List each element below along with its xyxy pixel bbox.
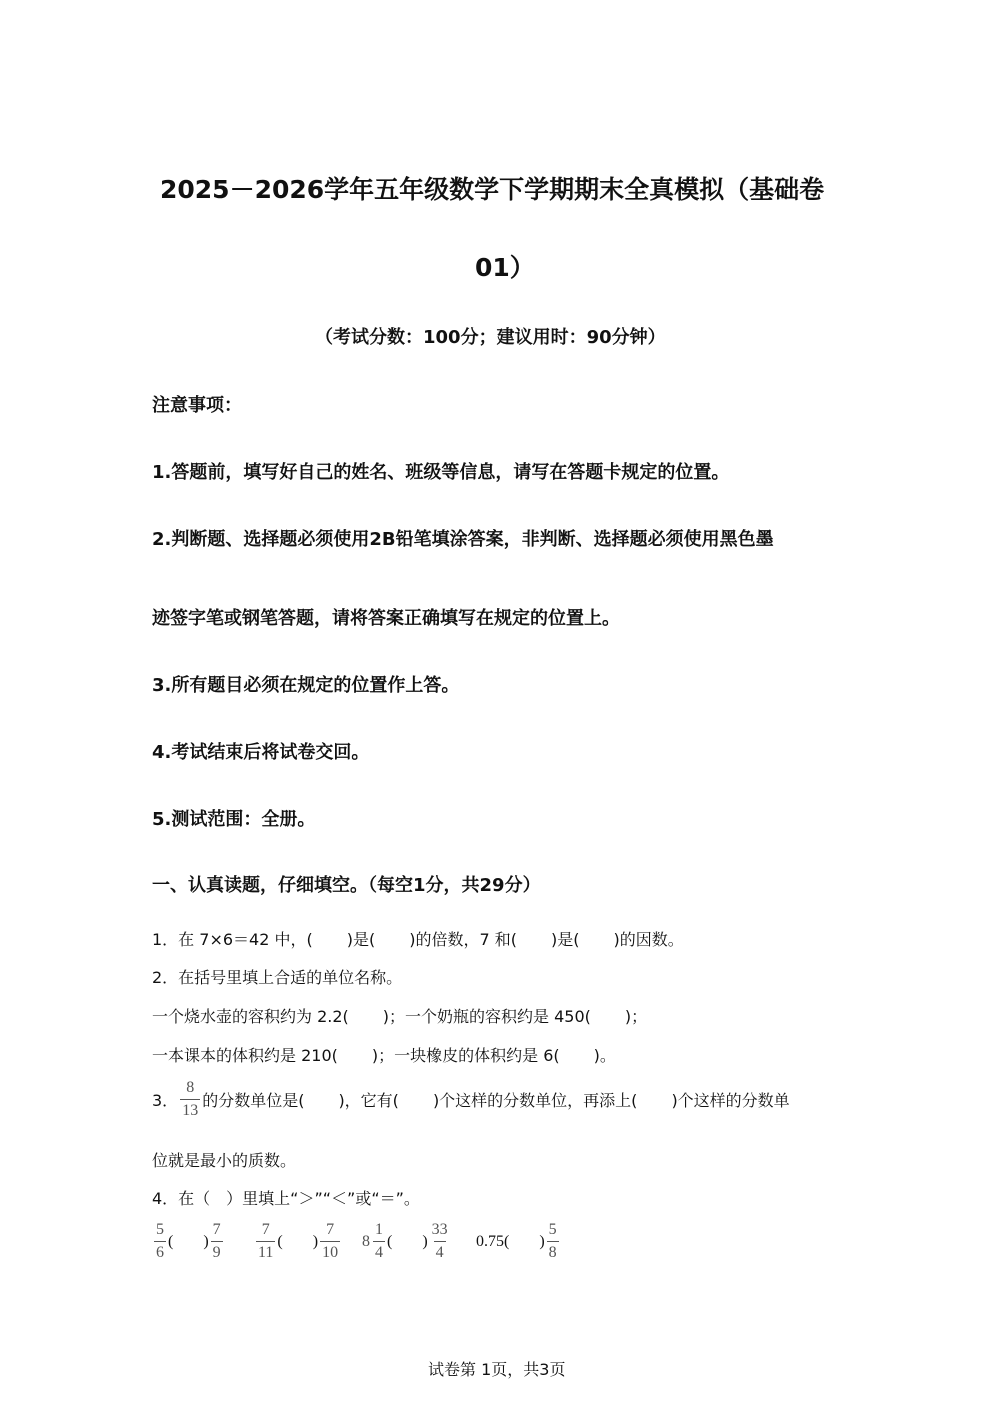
question-3-line2: 位就是最小的质数。 (152, 1151, 297, 1170)
page-title-line1: 2025－2026学年五年级数学下学期期末全真模拟（基础卷 (160, 175, 825, 204)
question-1: 1．在 7×6＝42 中，( )是( )的倍数，7 和( )是( )的因数。 (152, 930, 684, 949)
notice-heading: 注意事项： (152, 395, 242, 416)
notice-item-3: 3.所有题目必须在规定的位置作上答。 (152, 675, 460, 696)
comparison-item-2: $\frac{7}{11}$ ( ) $\frac{7}{10}$ (258, 1221, 339, 1261)
notice-item-2: 2.判断题、选择题必须使用2B铅笔填涂答案，非判断、选择题必须使用黑色墨 (152, 529, 774, 550)
question-2-line1: 一个烧水壶的容积约为 2.2( )；一个奶瓶的容积约是 450( )； (152, 1007, 648, 1026)
notice-item-4: 4.考试结束后将试卷交回。 (152, 742, 370, 763)
fraction: $\frac{8}{13}$ (182, 1079, 199, 1119)
notice-item-1: 1.答题前，填写好自己的姓名、班级等信息，请写在答题卡规定的位置。 (152, 462, 730, 483)
comparison-item-1: $\frac{5}{6}$ ( ) $\frac{7}{9}$ (156, 1221, 221, 1261)
comparison-item-3: 8 $\frac{1}{4}$ ( ) $\frac{33}{4}$ (362, 1221, 448, 1261)
question-2-stem: 2．在括号里填上合适的单位名称。 (152, 968, 403, 987)
question-3: 3． $\frac{8}{13}$ 的分数单位是( )，它有( )个这样的分数单位，再添上( )个这样的分数单 (152, 1079, 790, 1119)
page-footer: 试卷第 1页，共3页 (428, 1360, 566, 1379)
notice-item-5: 5.测试范围：全册。 (152, 809, 316, 830)
question-4-stem: 4．在（ ）里填上“＞”“＜”或“＝”。 (152, 1189, 420, 1208)
page-title-line2: 01） (475, 253, 535, 282)
comparison-item-4: 0.75 ( ) $\frac{5}{8}$ (476, 1221, 557, 1261)
exam-info: （考试分数：100分；建议用时：90分钟） (315, 327, 666, 348)
notice-item-2-cont: 迹签字笔或钢笔答题，请将答案正确填写在规定的位置上。 (152, 608, 620, 629)
section1-heading: 一、认真读题，仔细填空。（每空1分，共29分） (152, 875, 541, 896)
question-2-line2: 一本课本的体积约是 210( )；一块橡皮的体积约是 6( )。 (152, 1046, 616, 1065)
